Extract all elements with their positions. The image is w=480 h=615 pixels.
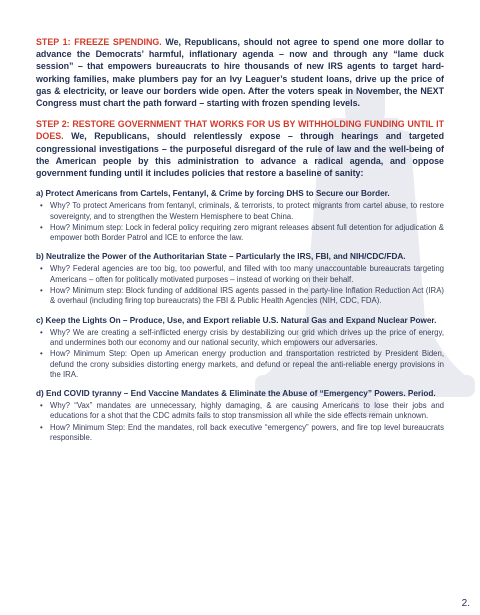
section-b-bullets	[36, 264, 444, 306]
section-a-how: • How? Minimum step: Lock in federal policy requiring zero migrant releases absent full detention for adjudication & empower both Border Patrol and ICE to enforce the law.	[50, 223, 444, 244]
section-d-heading: d) End COVID tyranny – End Vaccine Mandates & Eliminate the Abuse of “Emergency” Powers. Period.	[36, 389, 436, 399]
section-c-bullets	[36, 328, 444, 380]
section-a-heading: a) Protect Americans from Cartels, Fentanyl, & Crime by forcing DHS to Secure our Border.	[36, 189, 390, 199]
section-d-how: • How? Minimum Step: End the mandates, roll back executive “emergency” powers, and fire top level bureaucrats responsible.	[50, 423, 444, 444]
section-b-heading: b) Neutralize the Power of the Authoritarian State – Particularly the IRS, FBI, and NIH/CDC/FDA.	[36, 252, 406, 262]
section-c	[36, 315, 444, 380]
step-2-heading: STEP 2: RESTORE GOVERNMENT THAT WORKS FOR US BY WITHHOLDING FUNDING UNTIL IT DOES.	[36, 119, 444, 142]
section-c-why: • Why? We are creating a self-inflicted energy crisis by destabilizing our grid which drives up the price of energy, and undermines both our economy and our national security, which empowers our adversaries.	[50, 328, 444, 349]
section-d	[36, 388, 444, 443]
section-b-why: • Why? Federal agencies are too big, too powerful, and filled with too many unaccountable bureaucrats targeting Americans – often for politically motivated purposes – instead of working on their behalf.	[50, 264, 444, 285]
step-1-body: We, Republicans, should not agree to spend one more dollar to advance the Democrats’ harmful, inflationary agenda – now and through any “lame duck session” – that empowers bureaucrats to hire thousands of new IRS agents to target hard-working families, make plumbers pay for an Ivy Leaguer’s student loans, drive up the price of gas & electricity, or leave our borders wide open. After the voters speak in November, the NEXT Congress must chart the path forward – starting with frozen spending levels.	[36, 37, 444, 109]
step-1-paragraph	[36, 36, 444, 109]
section-b	[36, 251, 444, 306]
document-body	[36, 36, 444, 451]
step-2-body: We, Republicans, should relentlessly expose – through hearings and targeted congressional investigations – the purposeful disregard of the rule of law and the well-being of the American people by this administration to advance a radical agenda, and oppose government funding until it includes policies that restore a baseline of sanity:	[36, 131, 445, 179]
step-1-heading: STEP 1: FREEZE SPENDING.	[36, 37, 162, 47]
page-number: 2.	[461, 598, 470, 609]
section-c-heading: c) Keep the Lights On – Produce, Use, and Export reliable U.S. Natural Gas and Expand Nuclear Power.	[36, 315, 437, 325]
section-a-bullets	[36, 201, 444, 243]
section-a	[36, 188, 444, 243]
section-d-why: • Why? “Vax” mandates are unnecessary, highly damaging, & are causing Americans to lose their jobs and educations for a shot that the CDC admits fails to stop transmission all while the side effects remain unknown.	[50, 401, 444, 422]
section-b-how: • How? Minimum step: Block funding of additional IRS agents passed in the party-line Inflation Reduction Act (IRA) & overhaul (including firing top bureaucrats) the FBI & Public Health Agencies (NIH, CDC, FDA).	[50, 286, 444, 307]
section-c-how: • How? Minimum Step: Open up American energy production and transportation restricted by President Biden, defund the crony subsidies distorting energy markets, and defund or repeal the anti-reliable energy provisions in the IRA.	[50, 349, 444, 380]
section-a-why: • Why? To protect Americans from fentanyl, criminals, & terrorists, to protect migrants from cartel abuse, to restore sovereignty, and to strengthen the Western Hemisphere to beat China.	[50, 201, 444, 222]
step-2-paragraph	[36, 118, 444, 179]
section-d-bullets	[36, 401, 444, 443]
